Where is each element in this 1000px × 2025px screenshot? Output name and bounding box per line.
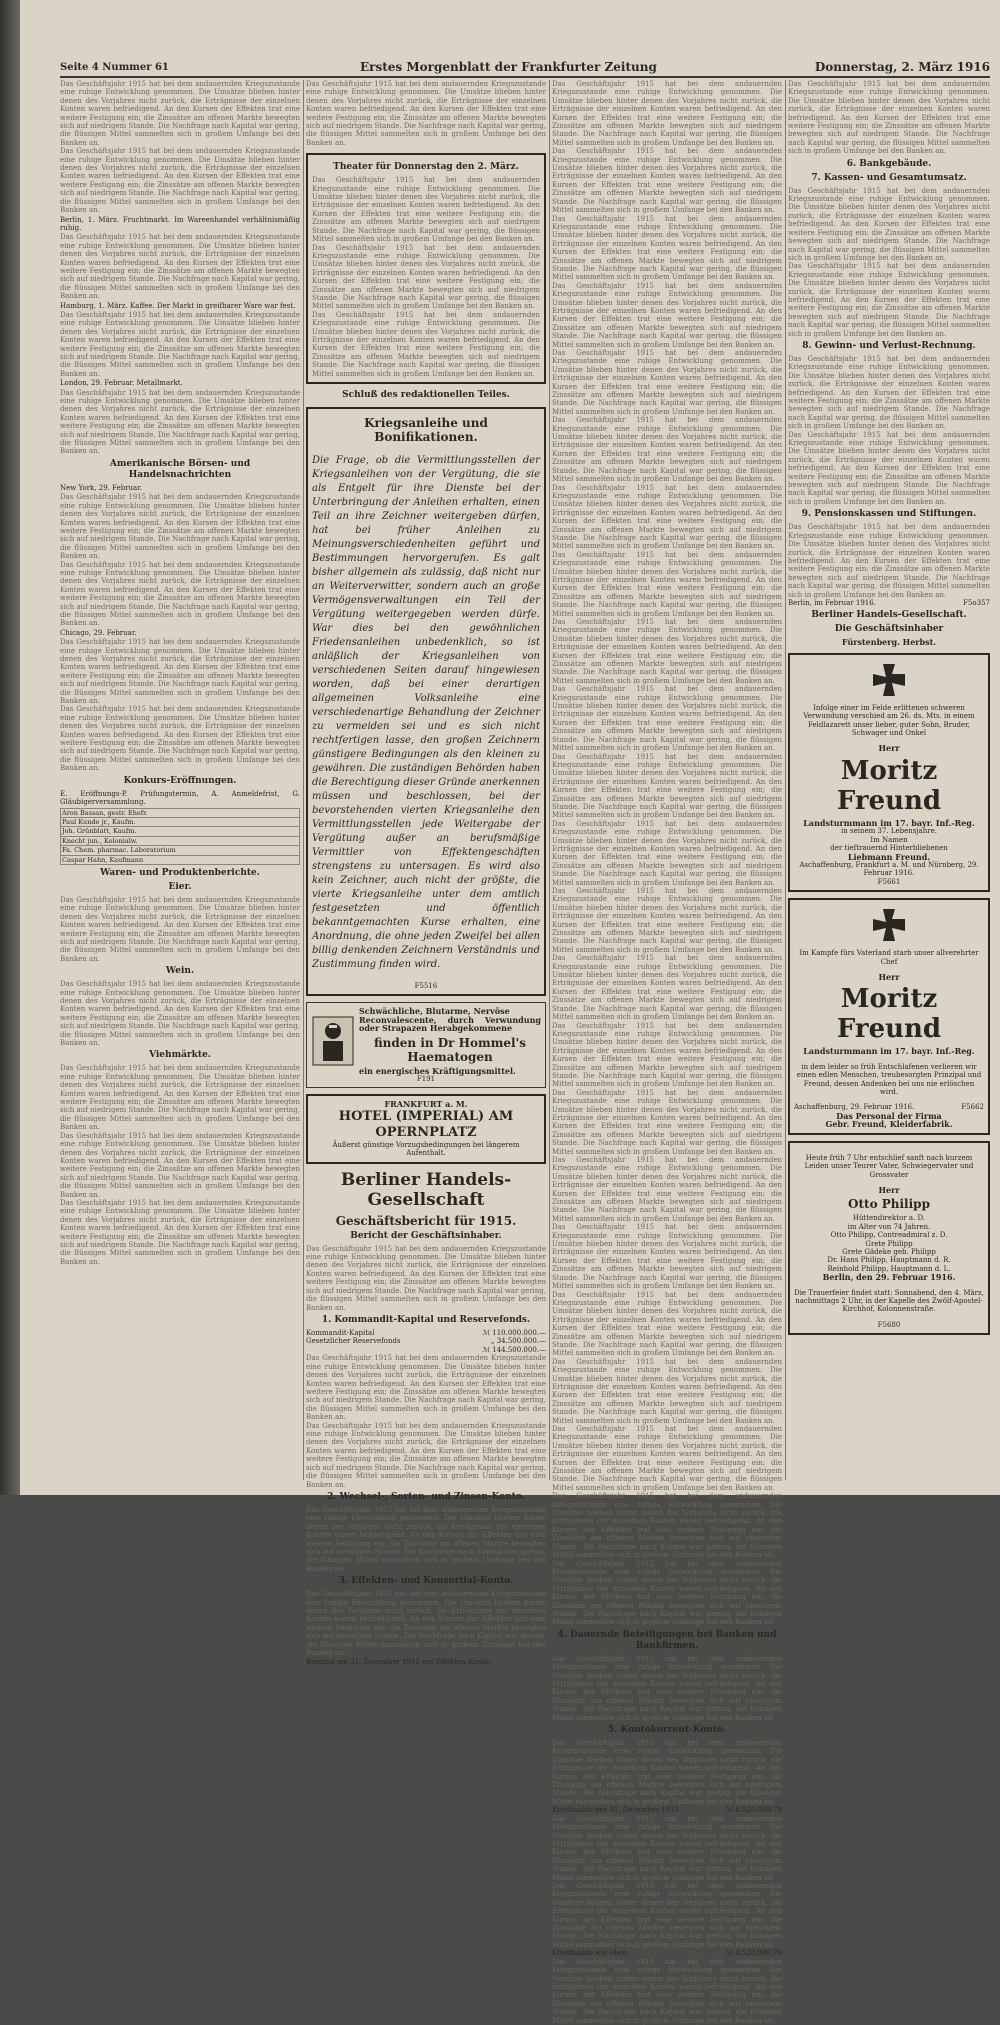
theater-listing: Das Geschäftsjahr 1915 hat bei dem andauernden Kriegszustande eine ruhige Entwicklung genommen. Die Umsätze blieben hinter denen des Vorjahres nicht zurück, die Erträgnisse der einzelnen Konten waren befriedigend. An den Kursen der Effekten trat eine weitere Festigung ein; die Zinssätze am offenen Markte bewegten sich auf niedrigem Stande. Die Nachfrage nach Kapital war gering, die flüssigen Mittel sammelten sich in großem Umfange bei den Banken an. xyxy=(312,310,540,378)
report-text: Das Geschäftsjahr 1915 hat bei dem andauernden Kriegszustande eine ruhige Entwicklung genommen. Die Umsätze blieben hinter denen des Vorjahres nicht zurück, die Erträgnisse der einzelnen Konten waren befriedigend. An den Kursen der Effekten trat eine weitere Festigung ein; die Zinssätze am offenen Markte bewegten sich auf niedrigem Stande. Die Nachfrage nach Kapital war gering, die flüssigen Mittel sammelten sich in großem Umfange bei den Banken an. xyxy=(552,685,782,753)
iron-cross-icon xyxy=(872,663,906,697)
market-text: Das Geschäftsjahr 1915 hat bei dem andauernden Kriegszustande eine ruhige Entwicklung genommen. Die Umsätze blieben hinter denen des Vorjahres nicht zurück, die Erträgnisse der einzelnen Konten waren befriedigend. An den Kursen der Effekten trat eine weitere Festigung ein; die Zinssätze am offenen Markte bewegten sich auf niedrigem Stande. Die Nachfrage nach Kapital war gering, die flüssigen Mittel sammelten sich in großem Umfange bei den Banken an. xyxy=(60,493,300,561)
obituary-age: im Alter von 74 Jahren. xyxy=(847,1222,931,1231)
masthead xyxy=(60,60,990,78)
section-heading-kontokorrent: 5. Kontokorrent-Konto. xyxy=(607,1725,727,1735)
column-rule xyxy=(303,80,304,1480)
table-row xyxy=(61,846,300,855)
market-text: Das Geschäftsjahr 1915 hat bei dem andauernden Kriegszustande eine ruhige Entwicklung genommen. Die Umsätze blieben hinter denen des Vorjahres nicht zurück, die Erträgnisse der einzelnen Konten waren befriedigend. An den Kursen der Effekten trat eine weitere Festigung ein; die Zinssätze am offenen Markte bewegten sich auf niedrigem Stande. Die Nachfrage nach Kapital war gering, die flüssigen Mittel sammelten sich in großem Umfange bei den Banken an. xyxy=(60,1198,300,1266)
iron-cross-icon xyxy=(872,908,906,942)
report-text: Das Geschäftsjahr 1915 hat bei dem andauernden Kriegszustande eine ruhige Entwicklung genommen. Die Umsätze blieben hinter denen des Vorjahres nicht zurück, die Erträgnisse der einzelnen Konten waren befriedigend. An den Kursen der Effekten trat eine weitere Festigung ein; die Zinssätze am offenen Markte bewegten sich auf niedrigem Stande. Die Nachfrage nach Kapital war gering, die flüssigen Mittel sammelten sich in großem Umfange bei den Banken an. xyxy=(552,416,782,484)
table-cell: Caspar Hahn, Kaufmann xyxy=(61,855,300,864)
report-text: Das Geschäftsjahr 1915 hat bei dem andauernden Kriegszustande eine ruhige Entwicklung genommen. Die Umsätze blieben hinter denen des Vorjahres nicht zurück, die Erträgnisse der einzelnen Konten waren befriedigend. An den Kursen der Effekten trat eine weitere Festigung ein; die Zinssätze am offenen Markte bewegten sich auf niedrigem Stande. Die Nachfrage nach Kapital war gering, die flüssigen Mittel sammelten sich in großem Umfange bei den Banken an. xyxy=(552,214,782,282)
obituary-family-member: Dr. Hans Philipp, Hauptmann d. R. xyxy=(827,1256,951,1265)
market-text: Das Geschäftsjahr 1915 hat bei dem andauernden Kriegszustande eine ruhige Entwicklung genommen. Die Umsätze blieben hinter denen des Vorjahres nicht zurück, die Erträgnisse der einzelnen Konten waren befriedigend. An den Kursen der Effekten trat eine weitere Festigung ein; die Zinssätze am offenen Markte bewegten sich auf niedrigem Stande. Die Nachfrage nach Kapital war gering, die flüssigen Mittel sammelten sich in großem Umfange bei den Banken an. xyxy=(60,1131,300,1199)
section-heading-kommandit: 1. Kommandit-Kapital und Reservefonds. xyxy=(321,1314,531,1325)
obituary-text: Heute früh 7 Uhr entschlief sanft nach kurzem Leiden unser Teurer Vater, Schwiegervater und Grossvater xyxy=(804,1153,974,1179)
table-cell: Joh. Grünblatt, Kaufm. xyxy=(61,827,300,836)
obituary-code: F5661 xyxy=(877,877,901,886)
konkurs-table xyxy=(60,808,300,865)
ledger-row: ℳ 144.500.000.— xyxy=(482,1345,546,1354)
section-heading-amerikanische: Amerikanische Börsen- und Handelsnachrichten xyxy=(109,458,251,480)
obituary-code: F5680 xyxy=(877,1320,901,1329)
editorial-end: Schluß des redaktionellen Teiles. xyxy=(342,390,510,400)
report-text: Das Geschäftsjahr 1915 hat bei dem andauernden Kriegszustande eine ruhige Entwicklung genommen. Die Umsätze blieben hinter denen des Vorjahres nicht zurück, die Erträgnisse der einzelnen Konten waren befriedigend. An den Kursen der Effekten trat eine weitere Festigung ein; die Zinssätze am offenen Markte bewegten sich auf niedrigem Stande. Die Nachfrage nach Kapital war gering, die flüssigen Mittel sammelten sich in großem Umfange bei den Banken an. xyxy=(552,954,782,1022)
obituary-text: in dem leider so früh Entschlafenen verlieren wir einen edlen Menschen, treubesorgten Prinzipal und Freund, dessen Andenken bei uns nie erlöschen wird. xyxy=(796,1062,982,1096)
report-text: Das Geschäftsjahr 1915 hat bei dem andauernden Kriegszustande eine ruhige Entwicklung genommen. Die Umsätze blieben hinter denen des Vorjahres nicht zurück, die Erträgnisse der einzelnen Konten waren befriedigend. An den Kursen der Effekten trat eine weitere Festigung ein; die Zinssätze am offenen Markte bewegten sich auf niedrigem Stande. Die Nachfrage nach Kapital war gering, die flüssigen Mittel sammelten sich in großem Umfange bei den Banken an. xyxy=(552,1290,782,1358)
report-text: Das Geschäftsjahr 1915 hat bei dem andauernden Kriegszustande eine ruhige Entwicklung genommen. Die Umsätze blieben hinter denen des Vorjahres nicht zurück, die Erträgnisse der einzelnen Konten waren befriedigend. An den Kursen der Effekten trat eine weitere Festigung ein; die Zinssätze am offenen Markte bewegten sich auf niedrigem Stande. Die Nachfrage nach Kapital war gering, die flüssigen Mittel sammelten sich in großem Umfange bei den Banken an. xyxy=(306,1244,546,1312)
obituary-name: Otto Philipp xyxy=(848,1197,930,1212)
column-rule xyxy=(549,80,550,1480)
report-text: Das Geschäftsjahr 1915 hat bei dem andauernden Kriegszustande eine ruhige Entwicklung genommen. Die Umsätze blieben hinter denen des Vorjahres nicht zurück, die Erträgnisse der einzelnen Konten waren befriedigend. An den Kursen der Effekten trat eine weitere Festigung ein; die Zinssätze am offenen Markte bewegten sich auf niedrigem Stande. Die Nachfrage nach Kapital war gering, die flüssigen Mittel sammelten sich in großem Umfange bei den Banken an. xyxy=(788,80,990,156)
obituary-age: in seinem 37. Lebensjahre. xyxy=(841,827,937,836)
subheading-wein: Wein. xyxy=(165,966,195,977)
obituary-family-member: Otto Philipp, Contreadmiral z. D. xyxy=(830,1231,948,1240)
report-text: Das Geschäftsjahr 1915 hat bei dem andauernden Kriegszustande eine ruhige Entwicklung genommen. Die Umsätze blieben hinter denen des Vorjahres nicht zurück, die Erträgnisse der einzelnen Konten waren befriedigend. An den Kursen der Effekten trat eine weitere Festigung ein; die Zinssätze am offenen Markte bewegten sich auf niedrigem Stande. Die Nachfrage nach Kapital war gering, die flüssigen Mittel sammelten sich in großem Umfange bei den Banken an. xyxy=(552,1739,782,1806)
obituary-place-line: Aschaffenburg, 29. Februar 1916. F5662 xyxy=(794,1103,984,1112)
report-text: Das Geschäftsjahr 1915 hat bei dem andauernden Kriegszustande eine ruhige Entwicklung genommen. Die Umsätze blieben hinter denen des Vorjahres nicht zurück, die Erträgnisse der einzelnen Konten waren befriedigend. An den Kursen der Effekten trat eine weitere Festigung ein; die Zinssätze am offenen Markte bewegten sich auf niedrigem Stande. Die Nachfrage nach Kapital war gering, die flüssigen Mittel sammelten sich in großem Umfange bei den Banken an. xyxy=(552,483,782,551)
market-text: Das Geschäftsjahr 1915 hat bei dem andauernden Kriegszustande eine ruhige Entwicklung genommen. Die Umsätze blieben hinter denen des Vorjahres nicht zurück, die Erträgnisse der einzelnen Konten waren befriedigend. An den Kursen der Effekten trat eine weitere Festigung ein; die Zinssätze am offenen Markte bewegten sich auf niedrigem Stande. Die Nachfrage nach Kapital war gering, die flüssigen Mittel sammelten sich in großem Umfange bei den Banken an. xyxy=(60,560,300,628)
nurse-illustration-icon xyxy=(311,1015,355,1067)
column-4 xyxy=(788,80,990,1490)
report-text: Das Geschäftsjahr 1915 hat bei dem andauernden Kriegszustande eine ruhige Entwicklung genommen. Die Umsätze blieben hinter denen des Vorjahres nicht zurück, die Erträgnisse der einzelnen Konten waren befriedigend. An den Kursen der Effekten trat eine weitere Festigung ein; die Zinssätze am offenen Markte bewegten sich auf niedrigem Stande. Die Nachfrage nach Kapital war gering, die flüssigen Mittel sammelten sich in großem Umfange bei den Banken an. xyxy=(788,186,990,262)
column-rule xyxy=(785,80,786,1480)
theater-listing: Das Geschäftsjahr 1915 hat bei dem andauernden Kriegszustande eine ruhige Entwicklung genommen. Die Umsätze blieben hinter denen des Vorjahres nicht zurück, die Erträgnisse der einzelnen Konten waren befriedigend. An den Kursen der Effekten trat eine weitere Festigung ein; die Zinssätze am offenen Markte bewegten sich auf niedrigem Stande. Die Nachfrage nach Kapital war gering, die flüssigen Mittel sammelten sich in großem Umfange bei den Banken an. xyxy=(312,176,540,244)
market-report-chicago: Chicago, 29. Februar. xyxy=(60,628,137,637)
signoff-line: Berlin, im Februar 1916. F5o357 xyxy=(788,598,990,607)
report-text: Das Geschäftsjahr 1915 hat bei dem andauernden Kriegszustande eine ruhige Entwicklung genommen. Die Umsätze blieben hinter denen des Vorjahres nicht zurück, die Erträgnisse der einzelnen Konten waren befriedigend. An den Kursen der Effekten trat eine weitere Festigung ein; die Zinssätze am offenen Markte bewegten sich auf niedrigem Stande. Die Nachfrage nach Kapital war gering, die flüssigen Mittel sammelten sich in großem Umfange bei den Banken an. xyxy=(552,1357,782,1425)
ledger-row: Gesetzlicher Reservefonds „ 34.500.000.— xyxy=(306,1337,546,1346)
ledger-row: Kreditsaldo wie oben ℳ 4.520.989.79 xyxy=(552,1949,782,1958)
report-text: Das Geschäftsjahr 1915 hat bei dem andauernden Kriegszustande eine ruhige Entwicklung genommen. Die Umsätze blieben hinter denen des Vorjahres nicht zurück, die Erträgnisse der einzelnen Konten waren befriedigend. An den Kursen der Effekten trat eine weitere Festigung ein; die Zinssätze am offenen Markte bewegten sich auf niedrigem Stande. Die Nachfrage nach Kapital war gering, die flüssigen Mittel sammelten sich in großem Umfange bei den Banken an. xyxy=(552,1021,782,1089)
signoff-firm: Berliner Handels-Gesellschaft. xyxy=(811,610,967,621)
market-text: Das Geschäftsjahr 1915 hat bei dem andauernden Kriegszustande eine ruhige Entwicklung genommen. Die Umsätze blieben hinter denen des Vorjahres nicht zurück, die Erträgnisse der einzelnen Konten waren befriedigend. An den Kursen der Effekten trat eine weitere Festigung ein; die Zinssätze am offenen Markte bewegten sich auf niedrigem Stande. Die Nachfrage nach Kapital war gering, die flüssigen Mittel sammelten sich in großem Umfange bei den Banken an. xyxy=(60,705,300,773)
report-text: Das Geschäftsjahr 1915 hat bei dem andauernden Kriegszustande eine ruhige Entwicklung genommen. Die Umsätze blieben hinter denen des Vorjahres nicht zurück, die Erträgnisse der einzelnen Konten waren befriedigend. An den Kursen der Effekten trat eine weitere Festigung ein; die Zinssätze am offenen Markte bewegten sich auf niedrigem Stande. Die Nachfrage nach Kapital war gering, die flüssigen Mittel sammelten sich in großem Umfange bei den Banken an. xyxy=(552,281,782,349)
market-text: Das Geschäftsjahr 1915 hat bei dem andauernden Kriegszustande eine ruhige Entwicklung genommen. Die Umsätze blieben hinter denen des Vorjahres nicht zurück, die Erträgnisse der einzelnen Konten waren befriedigend. An den Kursen der Effekten trat eine weitere Festigung ein; die Zinssätze am offenen Markte bewegten sich auf niedrigem Stande. Die Nachfrage nach Kapital war gering, die flüssigen Mittel sammelten sich in großem Umfange bei den Banken an. xyxy=(60,1064,300,1132)
column-2 xyxy=(306,80,546,1667)
table-cell: Paul Kunde jr., Kaufm. xyxy=(61,817,300,826)
report-text: Das Geschäftsjahr 1915 hat bei dem andauernden Kriegszustande eine ruhige Entwicklung genommen. Die Umsätze blieben hinter denen des Vorjahres nicht zurück, die Erträgnisse der einzelnen Konten waren befriedigend. An den Kursen der Effekten trat eine weitere Festigung ein; die Zinssätze am offenen Markte bewegten sich auf niedrigem Stande. Die Nachfrage nach Kapital war gering, die flüssigen Mittel sammelten sich in großem Umfange bei den Banken an. xyxy=(788,262,990,338)
report-text: Das Geschäftsjahr 1915 hat bei dem andauernden Kriegszustande eine ruhige Entwicklung genommen. Die Umsätze blieben hinter denen des Vorjahres nicht zurück, die Erträgnisse der einzelnen Konten waren befriedigend. An den Kursen der Effekten trat eine weitere Festigung ein; die Zinssätze am offenen Markte bewegten sich auf niedrigem Stande. Die Nachfrage nach Kapital war gering, die flüssigen Mittel sammelten sich in großem Umfange bei den Banken an. xyxy=(306,1505,546,1573)
market-text: Das Geschäftsjahr 1915 hat bei dem andauernden Kriegszustande eine ruhige Entwicklung genommen. Die Umsätze blieben hinter denen des Vorjahres nicht zurück, die Erträgnisse der einzelnen Konten waren befriedigend. An den Kursen der Effekten trat eine weitere Festigung ein; die Zinssätze am offenen Markte bewegten sich auf niedrigem Stande. Die Nachfrage nach Kapital war gering, die flüssigen Mittel sammelten sich in großem Umfange bei den Banken an. xyxy=(60,310,300,378)
market-text: Das Geschäftsjahr 1915 hat bei dem andauernden Kriegszustande eine ruhige Entwicklung genommen. Die Umsätze blieben hinter denen des Vorjahres nicht zurück, die Erträgnisse der einzelnen Konten waren befriedigend. An den Kursen der Effekten trat eine weitere Festigung ein; die Zinssätze am offenen Markte bewegten sich auf niedrigem Stande. Die Nachfrage nach Kapital war gering, die flüssigen Mittel sammelten sich in großem Umfange bei den Banken an. xyxy=(60,80,300,147)
ad-line: Schwächliche, Blutarme, Nervöse xyxy=(359,1006,510,1017)
obituary-hint: der tieftrauernd Hinterbliebenen xyxy=(830,844,948,853)
market-text: Das Geschäftsjahr 1915 hat bei dem andauernden Kriegszustande eine ruhige Entwicklung genommen. Die Umsätze blieben hinter denen des Vorjahres nicht zurück, die Erträgnisse der einzelnen Konten waren befriedigend. An den Kursen der Effekten trat eine weitere Festigung ein; die Zinssätze am offenen Markte bewegten sich auf niedrigem Stande. Die Nachfrage nach Kapital war gering, die flüssigen Mittel sammelten sich in großem Umfange bei den Banken an. xyxy=(60,147,300,215)
obituary-family: Liebmann Freund. xyxy=(847,851,931,862)
obituary-moritz-freund-family xyxy=(788,653,990,892)
table-cell: Aron Bassan, gestr. Ehefr. xyxy=(61,808,300,817)
report-text: Das Geschäftsjahr 1915 hat bei dem andauernden Kriegszustande eine ruhige Entwicklung genommen. Die Umsätze blieben hinter denen des Vorjahres nicht zurück, die Erträgnisse der einzelnen Konten waren befriedigend. An den Kursen der Effekten trat eine weitere Festigung ein; die Zinssätze am offenen Markte bewegten sich auf niedrigem Stande. Die Nachfrage nach Kapital war gering, die flüssigen Mittel sammelten sich in großem Umfange bei den Banken an. xyxy=(552,1156,782,1223)
bank-name-heading: Berliner Handels-Gesellschaft xyxy=(340,1169,512,1210)
market-report-hamburg: Hamburg, 1. März. Kaffee. Der Markt in greifbarer Ware war fest. xyxy=(60,301,296,310)
report-text: Das Geschäftsjahr 1915 hat bei dem andauernden Kriegszustande eine ruhige Entwicklung genommen. Die Umsätze blieben hinter denen des Vorjahres nicht zurück, die Erträgnisse der einzelnen Konten waren befriedigend. An den Kursen der Effekten trat eine weitere Festigung ein; die Zinssätze am offenen Markte bewegten sich auf niedrigem Stande. Die Nachfrage nach Kapital war gering, die flüssigen Mittel sammelten sich in großem Umfange bei den Banken an. xyxy=(552,1814,782,1882)
obituary-staff: Das Personal der Firma xyxy=(836,1110,942,1121)
obituary-title: Hüttendirektor a. D. xyxy=(852,1214,926,1223)
subheading-eier: Eier. xyxy=(168,881,192,892)
kriegsanleihe-text: Die Frage, ob die Vermittlungsstellen der Kriegsanleihen von der Vergütung, die sie als Entgelt für ihre Dienste bei der Unterbringung der Anleihen erhalten, einen Teil an ihre Zeichner weitergeben dürfen, hat bei früher Anleihen zu Meinungsverschiedenheiten geführt und Bestimmungen hervorgerufen. Es galt bisher allgemein als zulässig, daß nicht nur an Weiterverwitter, sondern auch an große Vermögensverwaltungen ein Teil der Vergütung weitergegeben werden dürfe. War dies bei den gewöhnlichen Friedensanleihen unbedenklich, so ist anläßlich der Kriegsanleihen von verschiedenen Seiten darauf hingewiesen worden, daß bei einer derartigen allgemeinen Volksanleihe eine verschiedenartige Behandlung der Zeichner zu vermeiden sei und es sich nicht rechtfertigen lasse, den großen Zeichnern günstigere Bedingungen als den kleinen zu gewähren. Die zuständigen Behörden haben die Berechtigung dieser Gründe anerkennen müssen und beschlossen, bei der bevorstehenden vierten Kriegsanleihe den Vermittlungsstellen jede Weitergabe der Vergütung außer an berufsmäßige Vermittler von Effektengeschäften strengstens zu untersagen. Es wird also kein Zeichner, auch nicht der größte, die vierte Kriegsanleihe unter dem amtlich festgesetzten und öffentlich bekanntgemachten Kurse erhalten, eine Anordnung, die ohne jeden Zweifel bei allen billig denkenden Zeichnern Verständnis und Zustimmung finden wird. xyxy=(312,455,540,970)
report-text: Das Geschäftsjahr 1915 hat bei dem andauernden Kriegszustande eine ruhige Entwicklung genommen. Die Umsätze blieben hinter denen des Vorjahres nicht zurück, die Erträgnisse der einzelnen Konten waren befriedigend. An den Kursen der Effekten trat eine weitere Festigung ein; die Zinssätze am offenen Markte bewegten sich auf niedrigem Stande. Die Nachfrage nach Kapital war gering, die flüssigen Mittel sammelten sich in großem Umfange bei den Banken an. xyxy=(552,80,782,147)
table-row xyxy=(61,836,300,845)
kriegsanleihe-notice xyxy=(306,407,546,996)
theater-listing: Das Geschäftsjahr 1915 hat bei dem andauernden Kriegszustande eine ruhige Entwicklung genommen. Die Umsätze blieben hinter denen des Vorjahres nicht zurück, die Erträgnisse der einzelnen Konten waren befriedigend. An den Kursen der Effekten trat eine weitere Festigung ein; die Zinssätze am offenen Markte bewegten sich auf niedrigem Stande. Die Nachfrage nach Kapital war gering, die flüssigen Mittel sammelten sich in großem Umfange bei den Banken an. xyxy=(312,243,540,311)
effekten-bestand: Bestand am 31. December 1915 auf Effekten-Konto: xyxy=(306,1658,492,1667)
table-row xyxy=(61,827,300,836)
section-heading-kassen: 7. Kassen- und Gesamtumsatz. xyxy=(811,172,967,183)
obituary-herr: Herr xyxy=(878,1184,900,1195)
section-heading-pension: 9. Pensionskassen und Stiftungen. xyxy=(801,509,977,520)
hotel-sub: Äußerst günstige Vorzugsbedingungen bei längerem Aufenthalt. xyxy=(332,1140,520,1158)
ad-line: Reconvalescente, durch Verwundung oder Strapazen Herabgekommene xyxy=(359,1014,541,1034)
market-report-newyork: New York, 29. Februar. xyxy=(60,483,143,492)
issue-date: Donnerstag, 2. März 1916 xyxy=(814,60,990,74)
obituary-rank: Landsturmmann im 17. bayr. Inf.-Reg. xyxy=(803,1046,975,1057)
obituary-herr: Herr xyxy=(878,971,900,982)
report-text: Das Geschäftsjahr 1915 hat bei dem andauernden Kriegszustande eine ruhige Entwicklung genommen. Die Umsätze blieben hinter denen des Vorjahres nicht zurück, die Erträgnisse der einzelnen Konten waren befriedigend. An den Kursen der Effekten trat eine weitere Festigung ein; die Zinssätze am offenen Markte bewegten sich auf niedrigem Stande. Die Nachfrage nach Kapital war gering, die flüssigen Mittel sammelten sich in großem Umfange bei den Banken an. xyxy=(552,1882,782,1949)
newspaper-page xyxy=(20,0,1000,2025)
ad-code: F191 xyxy=(416,1075,436,1084)
ad-product: finden in Dr Hommel's Haematogen xyxy=(373,1035,527,1064)
obituary-place: Aschaffenburg, Frankfurt a. M. und Nürnberg, 29. Februar 1916. xyxy=(799,860,979,878)
obituary-name: Moritz Freund xyxy=(836,755,942,816)
report-text: Das Geschäftsjahr 1915 hat bei dem andauernden Kriegszustande eine ruhige Entwicklung genommen. Die Umsätze blieben hinter denen des Vorjahres nicht zurück, die Erträgnisse der einzelnen Konten waren befriedigend. An den Kursen der Effekten trat eine weitere Festigung ein; die Zinssätze am offenen Markte bewegten sich auf niedrigem Stande. Die Nachfrage nach Kapital war gering, die flüssigen Mittel sammelten sich in großem Umfange bei den Banken an. xyxy=(552,618,782,685)
section-heading-dauernd: 4. Dauernde Beteiligungen bei Banken und Bankfirmen. xyxy=(557,1629,777,1651)
hotel-ad xyxy=(306,1094,546,1163)
report-text: Das Geschäftsjahr 1915 hat bei dem andauernden Kriegszustande eine ruhige Entwicklung genommen. Die Umsätze blieben hinter denen des Vorjahres nicht zurück, die Erträgnisse der einzelnen Konten waren befriedigend. An den Kursen der Effekten trat eine weitere Festigung ein; die Zinssätze am offenen Markte bewegten sich auf niedrigem Stande. Die Nachfrage nach Kapital war gering, die flüssigen Mittel sammelten sich in großem Umfange bei den Banken an. xyxy=(788,523,990,599)
market-text: Das Geschäftsjahr 1915 hat bei dem andauernden Kriegszustande eine ruhige Entwicklung genommen. Die Umsätze blieben hinter denen des Vorjahres nicht zurück, die Erträgnisse der einzelnen Konten waren befriedigend. An den Kursen der Effekten trat eine weitere Festigung ein; die Zinssätze am offenen Markte bewegten sich auf niedrigem Stande. Die Nachfrage nach Kapital war gering, die flüssigen Mittel sammelten sich in großem Umfange bei den Banken an. xyxy=(60,233,300,301)
signoff-sub: Die Geschäftsinhaber xyxy=(834,624,944,635)
market-text: Das Geschäftsjahr 1915 hat bei dem andauernden Kriegszustande eine ruhige Entwicklung genommen. Die Umsätze blieben hinter denen des Vorjahres nicht zurück, die Erträgnisse der einzelnen Konten waren befriedigend. An den Kursen der Effekten trat eine weitere Festigung ein; die Zinssätze am offenen Markte bewegten sich auf niedrigem Stande. Die Nachfrage nach Kapital war gering, die flüssigen Mittel sammelten sich in großem Umfange bei den Banken an. xyxy=(60,638,300,706)
report-text: Das Geschäftsjahr 1915 hat bei dem andauernden Kriegszustande eine ruhige Entwicklung genommen. Die Umsätze blieben hinter denen des Vorjahres nicht zurück, die Erträgnisse der einzelnen Konten waren befriedigend. An den Kursen der Effekten trat eine weitere Festigung ein; die Zinssätze am offenen Markte bewegten sich auf niedrigem Stande. Die Nachfrage nach Kapital war gering, die flüssigen Mittel sammelten sich in großem Umfange bei den Banken an. xyxy=(552,1088,782,1156)
hotel-name: HOTEL (IMPERIAL) AM OPERNPLATZ xyxy=(338,1108,514,1140)
obituary-text: Infolge einer im Felde erlittenen schweren Verwundung verschied am 26. ds. Mts. in einem Feldlazarett unser lieber, guter Sohn, Bruder, Schwager und Onkel xyxy=(803,703,975,738)
hotel-city: FRANKFURT a. M. xyxy=(384,1099,468,1110)
obituary-moritz-freund-staff xyxy=(788,898,990,1135)
table-row xyxy=(61,808,300,817)
column-1 xyxy=(60,80,300,1490)
obituary-family-member: Grete Philipp xyxy=(865,1239,913,1248)
table-row xyxy=(61,855,300,864)
obituary-firm: Gebr. Freund, Kleiderfabrik. xyxy=(825,1119,953,1130)
obituary-otto-philipp xyxy=(788,1141,990,1336)
market-report-london: London, 29. Februar. Metallmarkt. xyxy=(60,379,183,388)
obituary-name: Moritz Freund xyxy=(836,984,942,1045)
report-text: Das Geschäftsjahr 1915 hat bei dem andauernden Kriegszustande eine ruhige Entwicklung genommen. Die Umsätze blieben hinter denen des Vorjahres nicht zurück, die Erträgnisse der einzelnen Konten waren befriedigend. An den Kursen der Effekten trat eine weitere Festigung ein; die Zinssätze am offenen Markte bewegten sich auf niedrigem Stande. Die Nachfrage nach Kapital war gering, die flüssigen Mittel sammelten sich in großem Umfange bei den Banken an. xyxy=(552,1223,782,1291)
kriegsanleihe-heading: Kriegsanleihe und Bonifikationen. xyxy=(364,416,488,444)
market-text: Das Geschäftsjahr 1915 hat bei dem andauernden Kriegszustande eine ruhige Entwicklung genommen. Die Umsätze blieben hinter denen des Vorjahres nicht zurück, die Erträgnisse der einzelnen Konten waren befriedigend. An den Kursen der Effekten trat eine weitere Festigung ein; die Zinssätze am offenen Markte bewegten sich auf niedrigem Stande. Die Nachfrage nach Kapital war gering, die flüssigen Mittel sammelten sich in großem Umfange bei den Banken an. xyxy=(60,980,300,1048)
report-text: Das Geschäftsjahr 1915 hat bei dem andauernden Kriegszustande eine ruhige Entwicklung genommen. Die Umsätze blieben hinter denen des Vorjahres nicht zurück, die Erträgnisse der einzelnen Konten waren befriedigend. An den Kursen der Effekten trat eine weitere Festigung ein; die Zinssätze am offenen Markte bewegten sich auf niedrigem Stande. Die Nachfrage nach Kapital war gering, die flüssigen Mittel sammelten sich in großem Umfange bei den Banken an. xyxy=(306,1590,546,1657)
report-text: Das Geschäftsjahr 1915 hat bei dem andauernden Kriegszustande eine ruhige Entwicklung genommen. Die Umsätze blieben hinter denen des Vorjahres nicht zurück, die Erträgnisse der einzelnen Konten waren befriedigend. An den Kursen der Effekten trat eine weitere Festigung ein; die Zinssätze am offenen Markte bewegten sich auf niedrigem Stande. Die Nachfrage nach Kapital war gering, die flüssigen Mittel sammelten sich in großem Umfange bei den Banken an. xyxy=(788,354,990,431)
theater-heading: Theater für Donnerstag den 2. März. xyxy=(333,162,519,173)
market-report-berlin: Berlin, 1. März. Fruchtmarkt. Im Wareenhandel verhältnismäßig ruhig. xyxy=(60,215,300,232)
page-number: Seite 4 Nummer 61 xyxy=(60,62,169,73)
obituary-herr: Herr xyxy=(878,743,900,754)
obituary-funeral: Die Trauerfeier findet statt: Sonnabend, den 4. März, nachmittags 2 Uhr, in der Kapelle des Zwölf-Apostel-Kirchhof, Kolonnenstraße. xyxy=(794,1288,984,1314)
report-text: Das Geschäftsjahr 1915 hat bei dem andauernden Kriegszustande eine ruhige Entwicklung genommen. Die Umsätze blieben hinter denen des Vorjahres nicht zurück, die Erträgnisse der einzelnen Konten waren befriedigend. An den Kursen der Effekten trat eine weitere Festigung ein; die Zinssätze am offenen Markte bewegten sich auf niedrigem Stande. Die Nachfrage nach Kapital war gering, die flüssigen Mittel sammelten sich in großem Umfange bei den Banken an. xyxy=(306,1421,546,1489)
market-text: Das Geschäftsjahr 1915 hat bei dem andauernden Kriegszustande eine ruhige Entwicklung genommen. Die Umsätze blieben hinter denen des Vorjahres nicht zurück, die Erträgnisse der einzelnen Konten waren befriedigend. An den Kursen der Effekten trat eine weitere Festigung ein; die Zinssätze am offenen Markte bewegten sich auf niedrigem Stande. Die Nachfrage nach Kapital war gering, die flüssigen Mittel sammelten sich in großem Umfange bei den Banken an. xyxy=(60,388,300,456)
konkurs-legend: E. Eröffnungs-P. Prüfungstermin, A. Anmeldefrist, G. Gläubigerversammlung. xyxy=(60,789,300,807)
theater-box xyxy=(306,153,546,384)
signoff-names: Fürstenberg. Herbst. xyxy=(841,637,937,648)
ad-line: ein energisches Kräftigungsmittel. xyxy=(359,1065,516,1076)
report-text: Das Geschäftsjahr 1915 hat bei dem andauernden Kriegszustande eine ruhige Entwicklung genommen. Die Umsätze blieben hinter denen des Vorjahres nicht zurück, die Erträgnisse der einzelnen Konten waren befriedigend. An den Kursen der Effekten trat eine weitere Festigung ein; die Zinssätze am offenen Markte bewegten sich auf niedrigem Stande. Die Nachfrage nach Kapital war gering, die flüssigen Mittel sammelten sich in großem Umfange bei den Banken an. xyxy=(552,349,782,416)
report-text: Das Geschäftsjahr 1915 hat bei dem andauernden Kriegszustande eine ruhige Entwicklung genommen. Die Umsätze blieben hinter denen des Vorjahres nicht zurück, die Erträgnisse der einzelnen Konten waren befriedigend. An den Kursen der Effekten trat eine weitere Festigung ein; die Zinssätze am offenen Markte bewegten sich auf niedrigem Stande. Die Nachfrage nach Kapital war gering, die flüssigen Mittel sammelten sich in großem Umfange bei den Banken an. xyxy=(552,1559,782,1627)
report-text: Das Geschäftsjahr 1915 hat bei dem andauernden Kriegszustande eine ruhige Entwicklung genommen. Die Umsätze blieben hinter denen des Vorjahres nicht zurück, die Erträgnisse der einzelnen Konten waren befriedigend. An den Kursen der Effekten trat eine weitere Festigung ein; die Zinssätze am offenen Markte bewegten sich auf niedrigem Stande. Die Nachfrage nach Kapital war gering, die flüssigen Mittel sammelten sich in großem Umfange bei den Banken an. xyxy=(552,1654,782,1722)
report-text: Das Geschäftsjahr 1915 hat bei dem andauernden Kriegszustande eine ruhige Entwicklung genommen. Die Umsätze blieben hinter denen des Vorjahres nicht zurück, die Erträgnisse der einzelnen Konten waren befriedigend. An den Kursen der Effekten trat eine weitere Festigung ein; die Zinssätze am offenen Markte bewegten sich auf niedrigem Stande. Die Nachfrage nach Kapital war gering, die flüssigen Mittel sammelten sich in großem Umfange bei den Banken an. xyxy=(552,752,782,820)
ledger-row: Kreditsaldo per 31. December 1915 ℳ 4.520.989.79 xyxy=(552,1806,782,1815)
market-text: Das Geschäftsjahr 1915 hat bei dem andauernden Kriegszustande eine ruhige Entwicklung genommen. Die Umsätze blieben hinter denen des Vorjahres nicht zurück, die Erträgnisse der einzelnen Konten waren befriedigend. An den Kursen der Effekten trat eine weitere Festigung ein; die Zinssätze am offenen Markte bewegten sich auf niedrigem Stande. Die Nachfrage nach Kapital war gering, die flüssigen Mittel sammelten sich in großem Umfange bei den Banken an. xyxy=(60,895,300,963)
section-heading-effekten: 3. Effekten- und Konsortial-Konto. xyxy=(338,1576,514,1587)
obituary-text: Im Kampfe fürs Vaterland starb unser allverehrter Chef xyxy=(799,949,979,966)
report-title: Geschäftsbericht für 1915. xyxy=(335,1213,517,1228)
report-text: Das Geschäftsjahr 1915 hat bei dem andauernden Kriegszustande eine ruhige Entwicklung genommen. Die Umsätze blieben hinter denen des Vorjahres nicht zurück, die Erträgnisse der einzelnen Konten waren befriedigend. An den Kursen der Effekten trat eine weitere Festigung ein; die Zinssätze am offenen Markte bewegten sich auf niedrigem Stande. Die Nachfrage nach Kapital war gering, die flüssigen Mittel sammelten sich in großem Umfange bei den Banken an. xyxy=(552,1425,782,1492)
report-text: Das Geschäftsjahr 1915 hat bei dem andauernden Kriegszustande eine ruhige Entwicklung genommen. Die Umsätze blieben hinter denen des Vorjahres nicht zurück, die Erträgnisse der einzelnen Konten waren befriedigend. An den Kursen der Effekten trat eine weitere Festigung ein; die Zinssätze am offenen Markte bewegten sich auf niedrigem Stande. Die Nachfrage nach Kapital war gering, die flüssigen Mittel sammelten sich in großem Umfange bei den Banken an. xyxy=(552,887,782,954)
column-3 xyxy=(552,80,782,2025)
notice-code: F5516 xyxy=(414,982,438,990)
newspaper-title: Erstes Morgenblatt der Frankfurter Zeitung xyxy=(360,60,657,74)
obituary-im-namen: Im Namen xyxy=(870,835,908,844)
obituary-family-member: Grete Gädeke geb. Philipp xyxy=(842,1247,936,1256)
section-heading-gebaeude: 6. Bankgebäude. xyxy=(846,158,932,169)
section-heading-konkurs: Konkurs-Eröffnungen. xyxy=(123,775,237,786)
section-heading-wechsel: 2. Wechsel-, Sorten- und Zinsen-Konto. xyxy=(327,1491,525,1502)
table-cell: Fa. Chem. pharmac. Laboratorium xyxy=(61,846,300,855)
report-text: Das Geschäftsjahr 1915 hat bei dem andauernden Kriegszustande eine ruhige Entwicklung genommen. Die Umsätze blieben hinter denen des Vorjahres nicht zurück, die Erträgnisse der einzelnen Konten waren befriedigend. An den Kursen der Effekten trat eine weitere Festigung ein; die Zinssätze am offenen Markte bewegten sich auf niedrigem Stande. Die Nachfrage nach Kapital war gering, die flüssigen Mittel sammelten sich in großem Umfange bei den Banken an. xyxy=(552,147,782,215)
report-text: Das Geschäftsjahr 1915 hat bei dem andauernden Kriegszustande eine ruhige Entwicklung genommen. Die Umsätze blieben hinter denen des Vorjahres nicht zurück, die Erträgnisse der einzelnen Konten waren befriedigend. An den Kursen der Effekten trat eine weitere Festigung ein; die Zinssätze am offenen Markte bewegten sich auf niedrigem Stande. Die Nachfrage nach Kapital war gering, die flüssigen Mittel sammelten sich in großem Umfange bei den Banken an. xyxy=(552,1492,782,1560)
market-text: Das Geschäftsjahr 1915 hat bei dem andauernden Kriegszustande eine ruhige Entwicklung genommen. Die Umsätze blieben hinter denen des Vorjahres nicht zurück, die Erträgnisse der einzelnen Konten waren befriedigend. An den Kursen der Effekten trat eine weitere Festigung ein; die Zinssätze am offenen Markte bewegten sich auf niedrigem Stande. Die Nachfrage nach Kapital war gering, die flüssigen Mittel sammelten sich in großem Umfange bei den Banken an. xyxy=(306,80,546,147)
section-heading-waren: Waren- und Produktenberichte. xyxy=(100,867,260,878)
table-cell: Knecht jun., Kolonialw. xyxy=(61,836,300,845)
report-text: Das Geschäftsjahr 1915 hat bei dem andauernden Kriegszustande eine ruhige Entwicklung genommen. Die Umsätze blieben hinter denen des Vorjahres nicht zurück, die Erträgnisse der einzelnen Konten waren befriedigend. An den Kursen der Effekten trat eine weitere Festigung ein; die Zinssätze am offenen Markte bewegten sich auf niedrigem Stande. Die Nachfrage nach Kapital war gering, die flüssigen Mittel sammelten sich in großem Umfange bei den Banken an. xyxy=(552,1957,782,2025)
section-heading-gewinn: 8. Gewinn- und Verlust-Rechnung. xyxy=(802,340,976,351)
obituary-place: Berlin, den 29. Februar 1916. xyxy=(822,1272,956,1283)
report-subtitle: Bericht der Geschäftsinhaber. xyxy=(350,1230,502,1241)
report-text: Das Geschäftsjahr 1915 hat bei dem andauernden Kriegszustande eine ruhige Entwicklung genommen. Die Umsätze blieben hinter denen des Vorjahres nicht zurück, die Erträgnisse der einzelnen Konten waren befriedigend. An den Kursen der Effekten trat eine weitere Festigung ein; die Zinssätze am offenen Markte bewegten sich auf niedrigem Stande. Die Nachfrage nach Kapital war gering, die flüssigen Mittel sammelten sich in großem Umfange bei den Banken an. xyxy=(552,819,782,887)
haematogen-ad xyxy=(306,1002,546,1088)
binding-edge xyxy=(0,0,20,1495)
subheading-vieh: Viehmärkte. xyxy=(149,1050,211,1061)
obituary-family-member: Reinhold Philipp, Hauptmann d. L. xyxy=(827,1264,951,1273)
table-row xyxy=(61,817,300,826)
ledger-row: Kommandit-Kapital ℳ 110.000.000.— xyxy=(306,1328,546,1337)
obituary-rank: Landsturmmann im 17. bayr. Inf.-Reg. xyxy=(803,817,975,828)
report-text: Das Geschäftsjahr 1915 hat bei dem andauernden Kriegszustande eine ruhige Entwicklung genommen. Die Umsätze blieben hinter denen des Vorjahres nicht zurück, die Erträgnisse der einzelnen Konten waren befriedigend. An den Kursen der Effekten trat eine weitere Festigung ein; die Zinssätze am offenen Markte bewegten sich auf niedrigem Stande. Die Nachfrage nach Kapital war gering, die flüssigen Mittel sammelten sich in großem Umfange bei den Banken an. xyxy=(552,550,782,618)
report-text: Das Geschäftsjahr 1915 hat bei dem andauernden Kriegszustande eine ruhige Entwicklung genommen. Die Umsätze blieben hinter denen des Vorjahres nicht zurück, die Erträgnisse der einzelnen Konten waren befriedigend. An den Kursen der Effekten trat eine weitere Festigung ein; die Zinssätze am offenen Markte bewegten sich auf niedrigem Stande. Die Nachfrage nach Kapital war gering, die flüssigen Mittel sammelten sich in großem Umfange bei den Banken an. xyxy=(306,1354,546,1422)
report-text: Das Geschäftsjahr 1915 hat bei dem andauernden Kriegszustande eine ruhige Entwicklung genommen. Die Umsätze blieben hinter denen des Vorjahres nicht zurück, die Erträgnisse der einzelnen Konten waren befriedigend. An den Kursen der Effekten trat eine weitere Festigung ein; die Zinssätze am offenen Markte bewegten sich auf niedrigem Stande. Die Nachfrage nach Kapital war gering, die flüssigen Mittel sammelten sich in großem Umfange bei den Banken an. xyxy=(788,430,990,506)
